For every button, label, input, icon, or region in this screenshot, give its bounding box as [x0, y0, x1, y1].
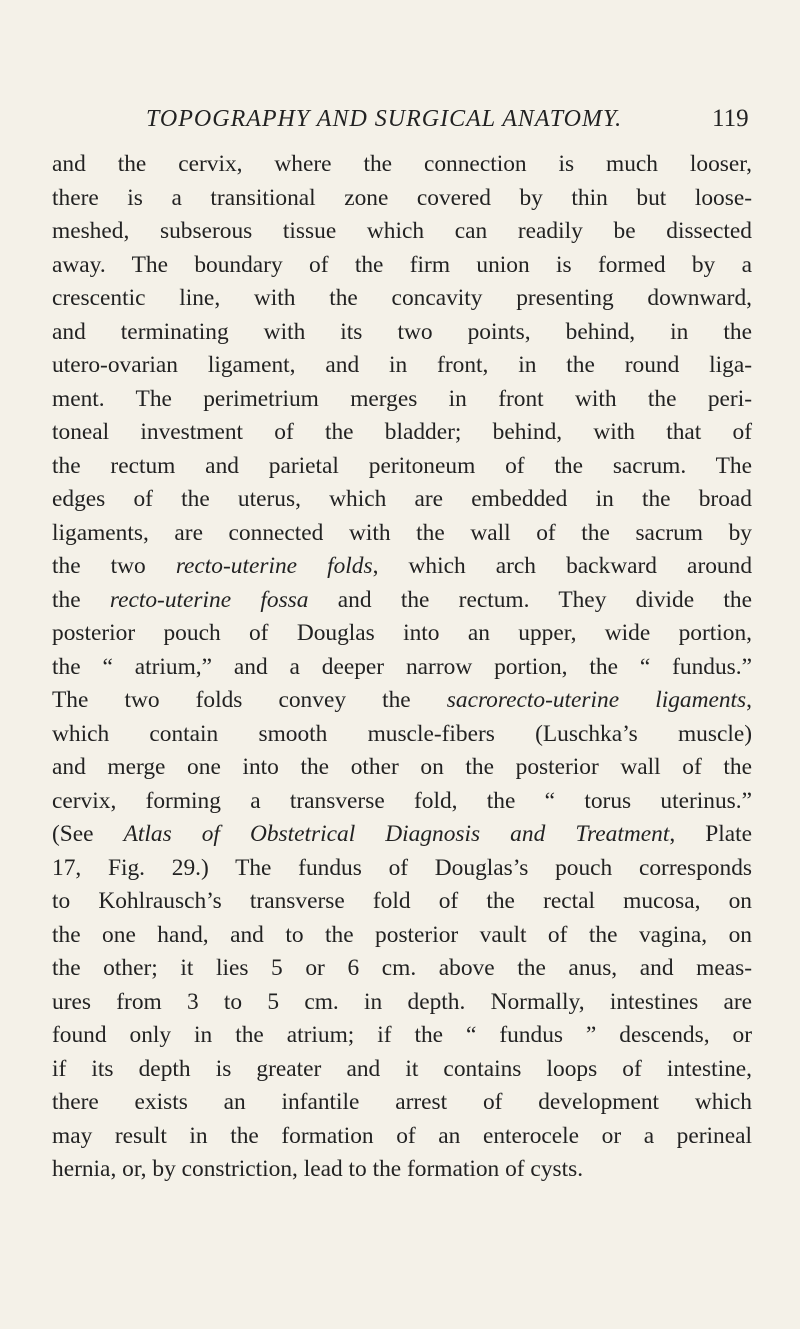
text-run: cervix, forming a transverse fold, the “ torus uterinus.”: [52, 787, 752, 814]
text-line: [52, 584, 752, 618]
text-run: ,: [746, 687, 753, 713]
text-run: ures from 3 to 5 cm. in depth. Normally, intestines are: [52, 988, 752, 1015]
text-line: [52, 215, 752, 249]
text-line: [52, 852, 752, 886]
text-line: [52, 249, 752, 283]
text-run: The two folds convey the: [52, 687, 447, 713]
text-run: may result in the formation of an enterocele or a perineal: [52, 1122, 752, 1149]
text-line: [52, 751, 752, 785]
text-run: the “ atrium,” and a deeper narrow portion, the “ fundus.”: [52, 653, 752, 680]
text-line: [52, 383, 752, 417]
text-line: [52, 1053, 752, 1087]
text-run: 17, Fig. 29.) The fundus of Douglas’s pouch corresponds: [52, 854, 752, 881]
text-line: [52, 617, 752, 651]
text-line: [52, 282, 752, 316]
running-title: TOPOGRAPHY AND SURGICAL ANATOMY.: [146, 106, 623, 132]
text-run: if its depth is greater and it contains loops of intestine,: [52, 1055, 752, 1082]
italic-term: sacrorecto-uterine ligaments: [446, 687, 747, 713]
text-line: [52, 718, 752, 752]
italic-term: Atlas of Obstetrical Diagnosis and Treatment: [123, 821, 670, 847]
text-run: posterior pouch of Douglas into an upper, wide portion,: [52, 620, 752, 646]
running-head: [0, 104, 800, 134]
text-run: crescentic line, with the concavity presenting downward,: [52, 285, 752, 311]
text-run: , which arch backward around: [372, 553, 753, 579]
text-line: [52, 1120, 752, 1154]
text-line: [52, 450, 752, 484]
text-run: to Kohlrausch’s transverse fold of the rectal mucosa, on: [52, 888, 752, 914]
text-line: [52, 483, 752, 517]
text-run: the one hand, and to the posterior vault of the vagina, on: [52, 921, 752, 948]
text-run: the other; it lies 5 or 6 cm. above the anus, and meas-: [52, 955, 752, 981]
text-run: meshed, subserous tissue which can readily be dissected: [52, 218, 752, 244]
text-line: [52, 517, 752, 551]
text-line: [52, 986, 752, 1020]
text-run: , Plate: [669, 821, 752, 847]
text-line: [52, 684, 752, 718]
text-run: utero-ovarian ligament, and in front, in the round liga-: [52, 352, 752, 378]
text-line: [52, 349, 752, 383]
text-run: away. The boundary of the firm union is formed by a: [52, 251, 752, 278]
text-line: [52, 885, 752, 919]
text-run: ligaments, are connected with the wall of the sacrum by: [52, 519, 752, 546]
text-run: edges of the uterus, which are embedded in the broad: [52, 486, 752, 512]
text-line: [52, 1086, 752, 1120]
text-line: [52, 550, 752, 584]
text-line: [52, 1153, 752, 1187]
text-run: and merge one into the other on the posterior wall of the: [52, 754, 752, 780]
text-run: and the cervix, where the connection is much looser,: [52, 151, 752, 177]
text-run: toneal investment of the bladder; behind, with that of: [52, 419, 752, 445]
text-line: [52, 148, 752, 182]
text-line: [52, 952, 752, 986]
text-run: and the rectum. They divide the: [308, 586, 752, 613]
text-run: (See: [52, 821, 124, 847]
text-run: found only in the atrium; if the “ fundus ” descends, or: [52, 1022, 752, 1048]
text-line: [52, 316, 752, 350]
text-run: the two: [52, 553, 176, 579]
text-run: there exists an infantile arrest of development which: [52, 1089, 752, 1115]
text-run: there is a transitional zone covered by thin but loose-: [52, 184, 752, 211]
text-line: [52, 416, 752, 450]
text-line: [52, 785, 752, 819]
text-line: [52, 182, 752, 216]
italic-term: recto-uterine fossa: [109, 586, 309, 613]
text-line: [52, 818, 752, 852]
text-run: and terminating with its two points, behind, in the: [52, 318, 752, 345]
text-run: the rectum and parietal peritoneum of the sacrum. The: [52, 452, 752, 479]
text-line: [52, 651, 752, 685]
text-run: ment. The perimetrium merges in front with the peri-: [52, 385, 752, 412]
body-paragraph: [52, 148, 752, 1187]
text-line: [52, 1019, 752, 1053]
italic-term: recto-uterine folds: [175, 553, 373, 579]
text-line: [52, 919, 752, 953]
text-run: the: [52, 586, 110, 613]
page-number: 119: [712, 105, 749, 132]
text-run: which contain smooth muscle-fibers (Luschka’s muscle): [52, 720, 752, 747]
text-run: hernia, or, by constriction, lead to the formation of cysts.: [52, 1156, 584, 1182]
